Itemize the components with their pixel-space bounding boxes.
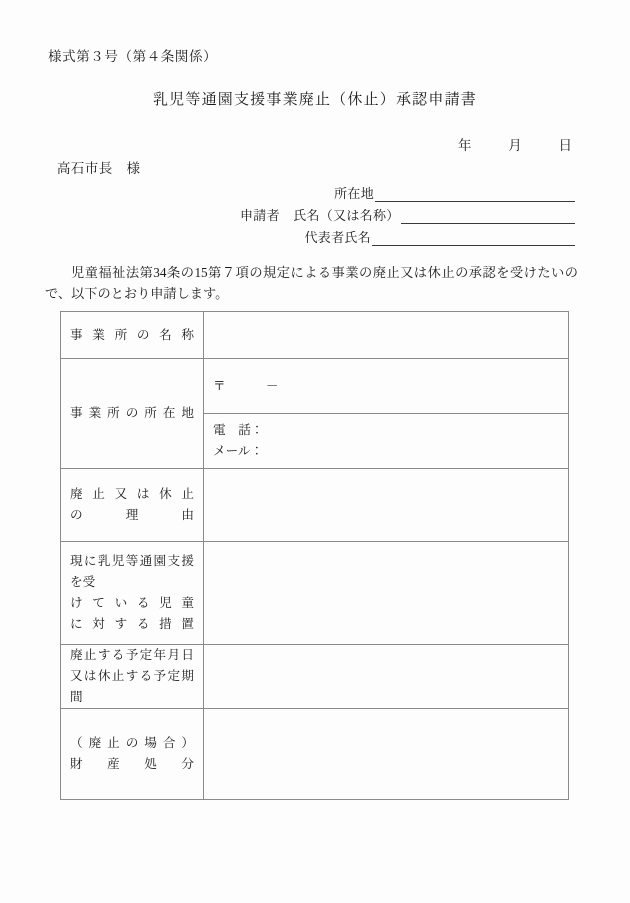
date-day-label: 日 (558, 138, 572, 153)
phone-label: 電 話： (213, 423, 264, 437)
table-row (61, 709, 569, 800)
office-address-label (61, 403, 203, 424)
planned-date-label-line-1: 廃止する予定年月日 (70, 648, 194, 662)
row-value-reason[interactable] (204, 469, 569, 542)
page-title: 乳児等通園支援事業廃止（休止）承認申請書 (152, 92, 477, 108)
table-row (61, 312, 569, 359)
date-year-label: 年 (458, 138, 472, 153)
phone-line[interactable] (213, 420, 559, 441)
property-disposal-label-line-1: （廃止の場合） (70, 736, 194, 750)
planned-date-label (61, 645, 203, 708)
mail-label: メール： (213, 444, 264, 458)
applicant-block (240, 180, 575, 246)
applicant-location-label: 所在地 (334, 186, 374, 201)
row-value-office-name[interactable] (204, 312, 569, 359)
row-label-office-address (61, 359, 204, 469)
row-value-office-contact[interactable] (204, 414, 569, 469)
application-details-table (60, 311, 569, 800)
date-month-label: 月 (508, 138, 522, 153)
office-address-label-line: 事業所の所在地 (70, 406, 194, 420)
applicant-name-row (240, 202, 575, 224)
body-paragraph: 児童福祉法第34条の15第７項の規定による事業の廃止又は休止の承認を受けたいので、以下のとおり申請します。 (45, 265, 578, 301)
table-row (61, 645, 569, 709)
row-label-office-name (61, 312, 204, 359)
row-value-office-zip[interactable] (204, 359, 569, 414)
zip-dash: － (265, 378, 279, 393)
row-value-planned-date[interactable] (204, 645, 569, 709)
planned-date-input[interactable] (204, 671, 568, 683)
row-value-measures[interactable] (204, 542, 569, 645)
office-zip-group[interactable] (204, 370, 568, 403)
office-name-label-line: 事業所の名称 (70, 327, 194, 342)
applicant-representative-row (240, 224, 575, 246)
addressee-label: 高石市長 様 (57, 161, 141, 176)
reason-label-line-2: の理由 (70, 508, 194, 522)
property-disposal-input[interactable] (204, 748, 568, 760)
measures-label-line-1: 現に乳児等通園支援を受 (70, 554, 194, 589)
row-value-property-disposal[interactable] (204, 709, 569, 800)
applicant-name-label: 申請者 氏名（又は名称） (240, 208, 400, 223)
measures-input[interactable] (204, 587, 568, 599)
office-name-input[interactable] (204, 329, 568, 341)
measures-label-line-3: に対する措置 (70, 617, 194, 631)
applicant-representative-input[interactable] (372, 231, 575, 246)
row-label-measures (61, 542, 204, 645)
postal-mark-icon: 〒 (213, 378, 226, 393)
measures-label (61, 551, 203, 635)
date-line (458, 134, 572, 154)
applicant-representative-label: 代表者氏名 (304, 230, 371, 245)
applicant-name-input[interactable] (401, 209, 575, 224)
table-row (61, 359, 569, 414)
form-code-label: 様式第３号（第４条関係） (48, 49, 218, 64)
applicant-location-input[interactable] (375, 187, 575, 202)
office-name-label (61, 325, 203, 346)
row-label-property-disposal (61, 709, 204, 800)
table-row (61, 542, 569, 645)
property-disposal-label-line-2: 財産処分 (70, 757, 194, 771)
reason-label-line-1: 廃止又は休止 (70, 487, 194, 501)
office-contact-group[interactable] (204, 414, 568, 468)
row-label-planned-date (61, 645, 204, 709)
mail-line[interactable] (213, 441, 559, 462)
measures-label-line-2: けている児童 (70, 596, 194, 610)
applicant-location-row (240, 180, 575, 202)
property-disposal-label (61, 733, 203, 775)
row-label-reason (61, 469, 204, 542)
planned-date-label-line-2: 又は休止する予定期間 (70, 669, 194, 704)
reason-label (61, 484, 203, 526)
table-row (61, 469, 569, 542)
reason-input[interactable] (204, 499, 568, 511)
